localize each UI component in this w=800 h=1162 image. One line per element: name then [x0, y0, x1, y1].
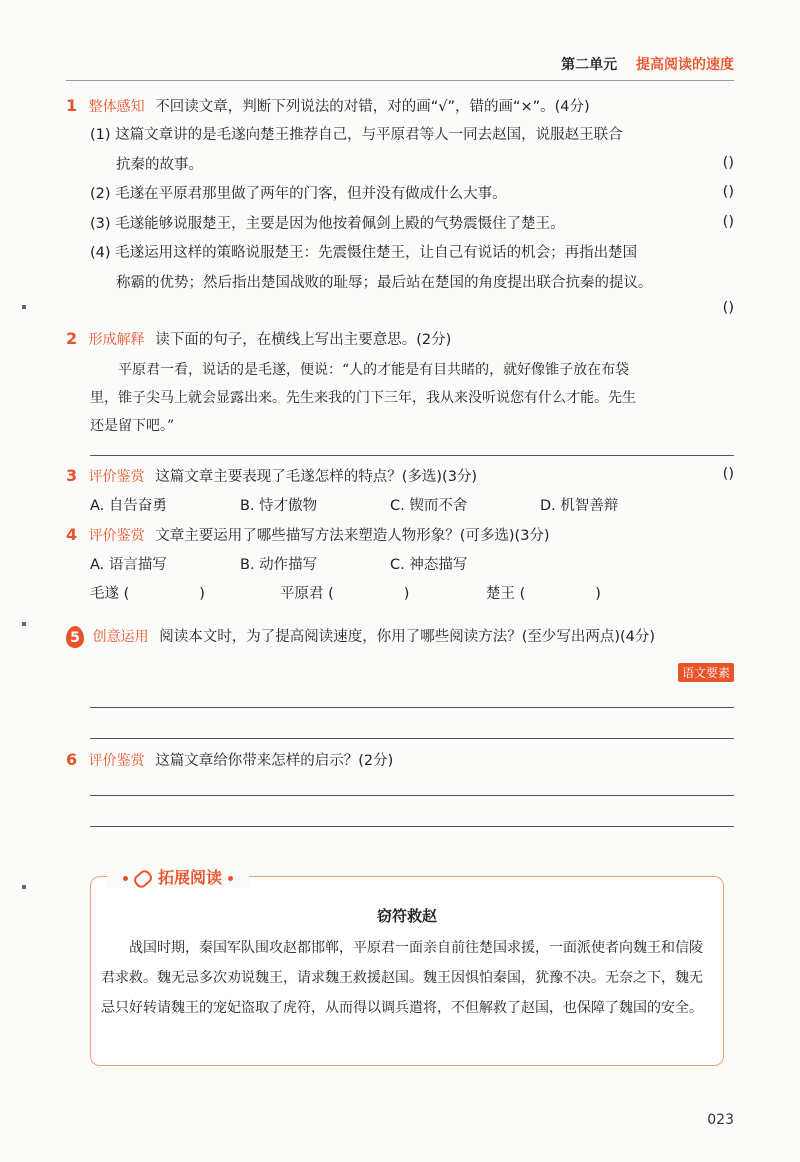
margin-mark	[22, 305, 26, 309]
quote-block	[90, 356, 734, 440]
option-b[interactable]: B. 动作描写	[240, 557, 318, 573]
fill-maosui[interactable]: 毛遂 ( )	[90, 586, 205, 602]
question-3	[66, 466, 734, 487]
question-tag: 评价鉴赏	[88, 469, 145, 485]
answer-line[interactable]	[90, 707, 734, 708]
question-tag: 评价鉴赏	[88, 753, 145, 769]
answer-line[interactable]	[90, 455, 734, 456]
unit-theme: 提高阅读的速度	[636, 57, 734, 73]
answer-line[interactable]	[90, 795, 734, 796]
question-number: 1	[66, 96, 78, 115]
q1-item-2	[90, 184, 734, 204]
option-c[interactable]: C. 神态描写	[390, 557, 468, 573]
q1-item-3	[90, 214, 734, 234]
answer-line[interactable]	[90, 826, 734, 827]
margin-mark	[22, 885, 26, 889]
extended-reading-header	[107, 865, 249, 888]
question-number: 3	[66, 466, 78, 485]
q1-item-2-line1: (2) 毛遂在平原君那里做了两年的门客，但并没有做成什么大事。	[90, 186, 507, 202]
question-6	[66, 750, 734, 771]
q1-item-4	[90, 243, 734, 293]
language-element-badge: 语文要素	[678, 663, 734, 682]
option-c[interactable]: C. 锲而不舍	[390, 498, 468, 514]
question-text: 读下面的句子，在横线上写出主要意思。(2分)	[155, 332, 452, 348]
fire-number-icon: 5	[66, 626, 84, 648]
q1-item-3-line1: (3) 毛遂能够说服楚王，主要是因为他按着佩剑上殿的气势震慑住了楚王。	[90, 216, 565, 232]
quote-line: 里，锥子尖马上就会显露出来。先生来我的门下三年，我从来没听说您有什么才能。先生	[90, 390, 636, 406]
q1-item-1-line1: (1) 这篇文章讲的是毛遂向楚王推荐自己，与平原君等人一同去赵国，说服赵王联合	[90, 127, 623, 143]
question-text: 文章主要运用了哪些描写方法来塑造人物形象？(可多选)(3分)	[155, 528, 550, 544]
question-2	[66, 329, 734, 350]
q1-item-4-line2: 称霸的优势；然后指出楚国战败的耻辱；最后站在楚国的角度提出联合抗秦的提议。	[116, 275, 653, 291]
question-tag: 评价鉴赏	[88, 528, 145, 544]
story-title: 窃符救赵	[376, 907, 437, 925]
question-text: 这篇文章给你带来怎样的启示？(2分)	[155, 753, 394, 769]
answer-blank[interactable]: ()	[722, 466, 734, 482]
page-number: 023	[707, 1112, 734, 1128]
question-number: 6	[66, 750, 78, 769]
question-5	[66, 626, 734, 648]
answer-blank[interactable]: ()	[722, 155, 734, 171]
option-b[interactable]: B. 恃才傲物	[240, 498, 318, 514]
question-tag: 整体感知	[88, 99, 145, 115]
question-number: 4	[66, 525, 78, 544]
fill-pingyuanjun[interactable]: 平原君 ( )	[280, 586, 410, 602]
question-text: 这篇文章主要表现了毛遂怎样的特点？(多选)(3分)	[155, 469, 478, 485]
story-text: 战国时期，秦国军队围攻赵都邯郸，平原君一面亲自前往楚国求援，一面派使者向魏王和信陵君求救。魏无忌多次劝说魏王，请求魏王救援赵国。魏王因惧怕秦国，犹豫不决。无奈之下，魏无忌只好转请魏王的宠妃盗取了虎符，从而得以调兵遣将，不但解救了赵国，也保障了魏国的安全。	[101, 940, 703, 1016]
q1-item-1-line2: 抗秦的故事。	[116, 157, 203, 173]
q1-item-1	[90, 125, 734, 175]
answer-blank[interactable]: ()	[722, 184, 734, 200]
question-number: 2	[66, 329, 78, 348]
option-a[interactable]: A. 自告奋勇	[90, 498, 167, 514]
quote-line: 还是留下吧。”	[90, 418, 175, 434]
extended-reading-label: 拓展阅读	[158, 868, 223, 887]
option-d[interactable]: D. 机智善辩	[540, 498, 619, 514]
answer-blank[interactable]: ()	[722, 300, 734, 316]
question-tag: 创意运用	[92, 629, 149, 645]
header-rule	[66, 80, 734, 81]
option-a[interactable]: A. 语言描写	[90, 557, 167, 573]
question-text: 阅读本文时，为了提高阅读速度，你用了哪些阅读方法？(至少写出两点)(4分)	[159, 629, 656, 645]
answer-line[interactable]	[90, 738, 734, 739]
quote-line: 平原君一看，说话的是毛遂，便说：“人的才能是有目共睹的，就好像锥子放在布袋	[118, 362, 630, 378]
answer-blank[interactable]: ()	[722, 214, 734, 230]
question-text: 不回读文章，判断下列说法的对错，对的画“√”，错的画“×”。(4分)	[155, 99, 590, 115]
link-icon	[132, 867, 155, 889]
unit-label: 第二单元	[561, 57, 618, 73]
fill-chuwang[interactable]: 楚王 ( )	[486, 586, 601, 602]
question-4	[66, 525, 734, 546]
question-tag: 形成解释	[88, 332, 145, 348]
q1-item-4-line1: (4) 毛遂运用这样的策略说服楚王：先震慑住楚王，让自己有说话的机会；再指出楚国	[90, 245, 638, 261]
extended-reading-box	[90, 868, 724, 1066]
page-header	[561, 54, 734, 74]
margin-mark	[22, 622, 26, 626]
question-1	[66, 96, 734, 117]
